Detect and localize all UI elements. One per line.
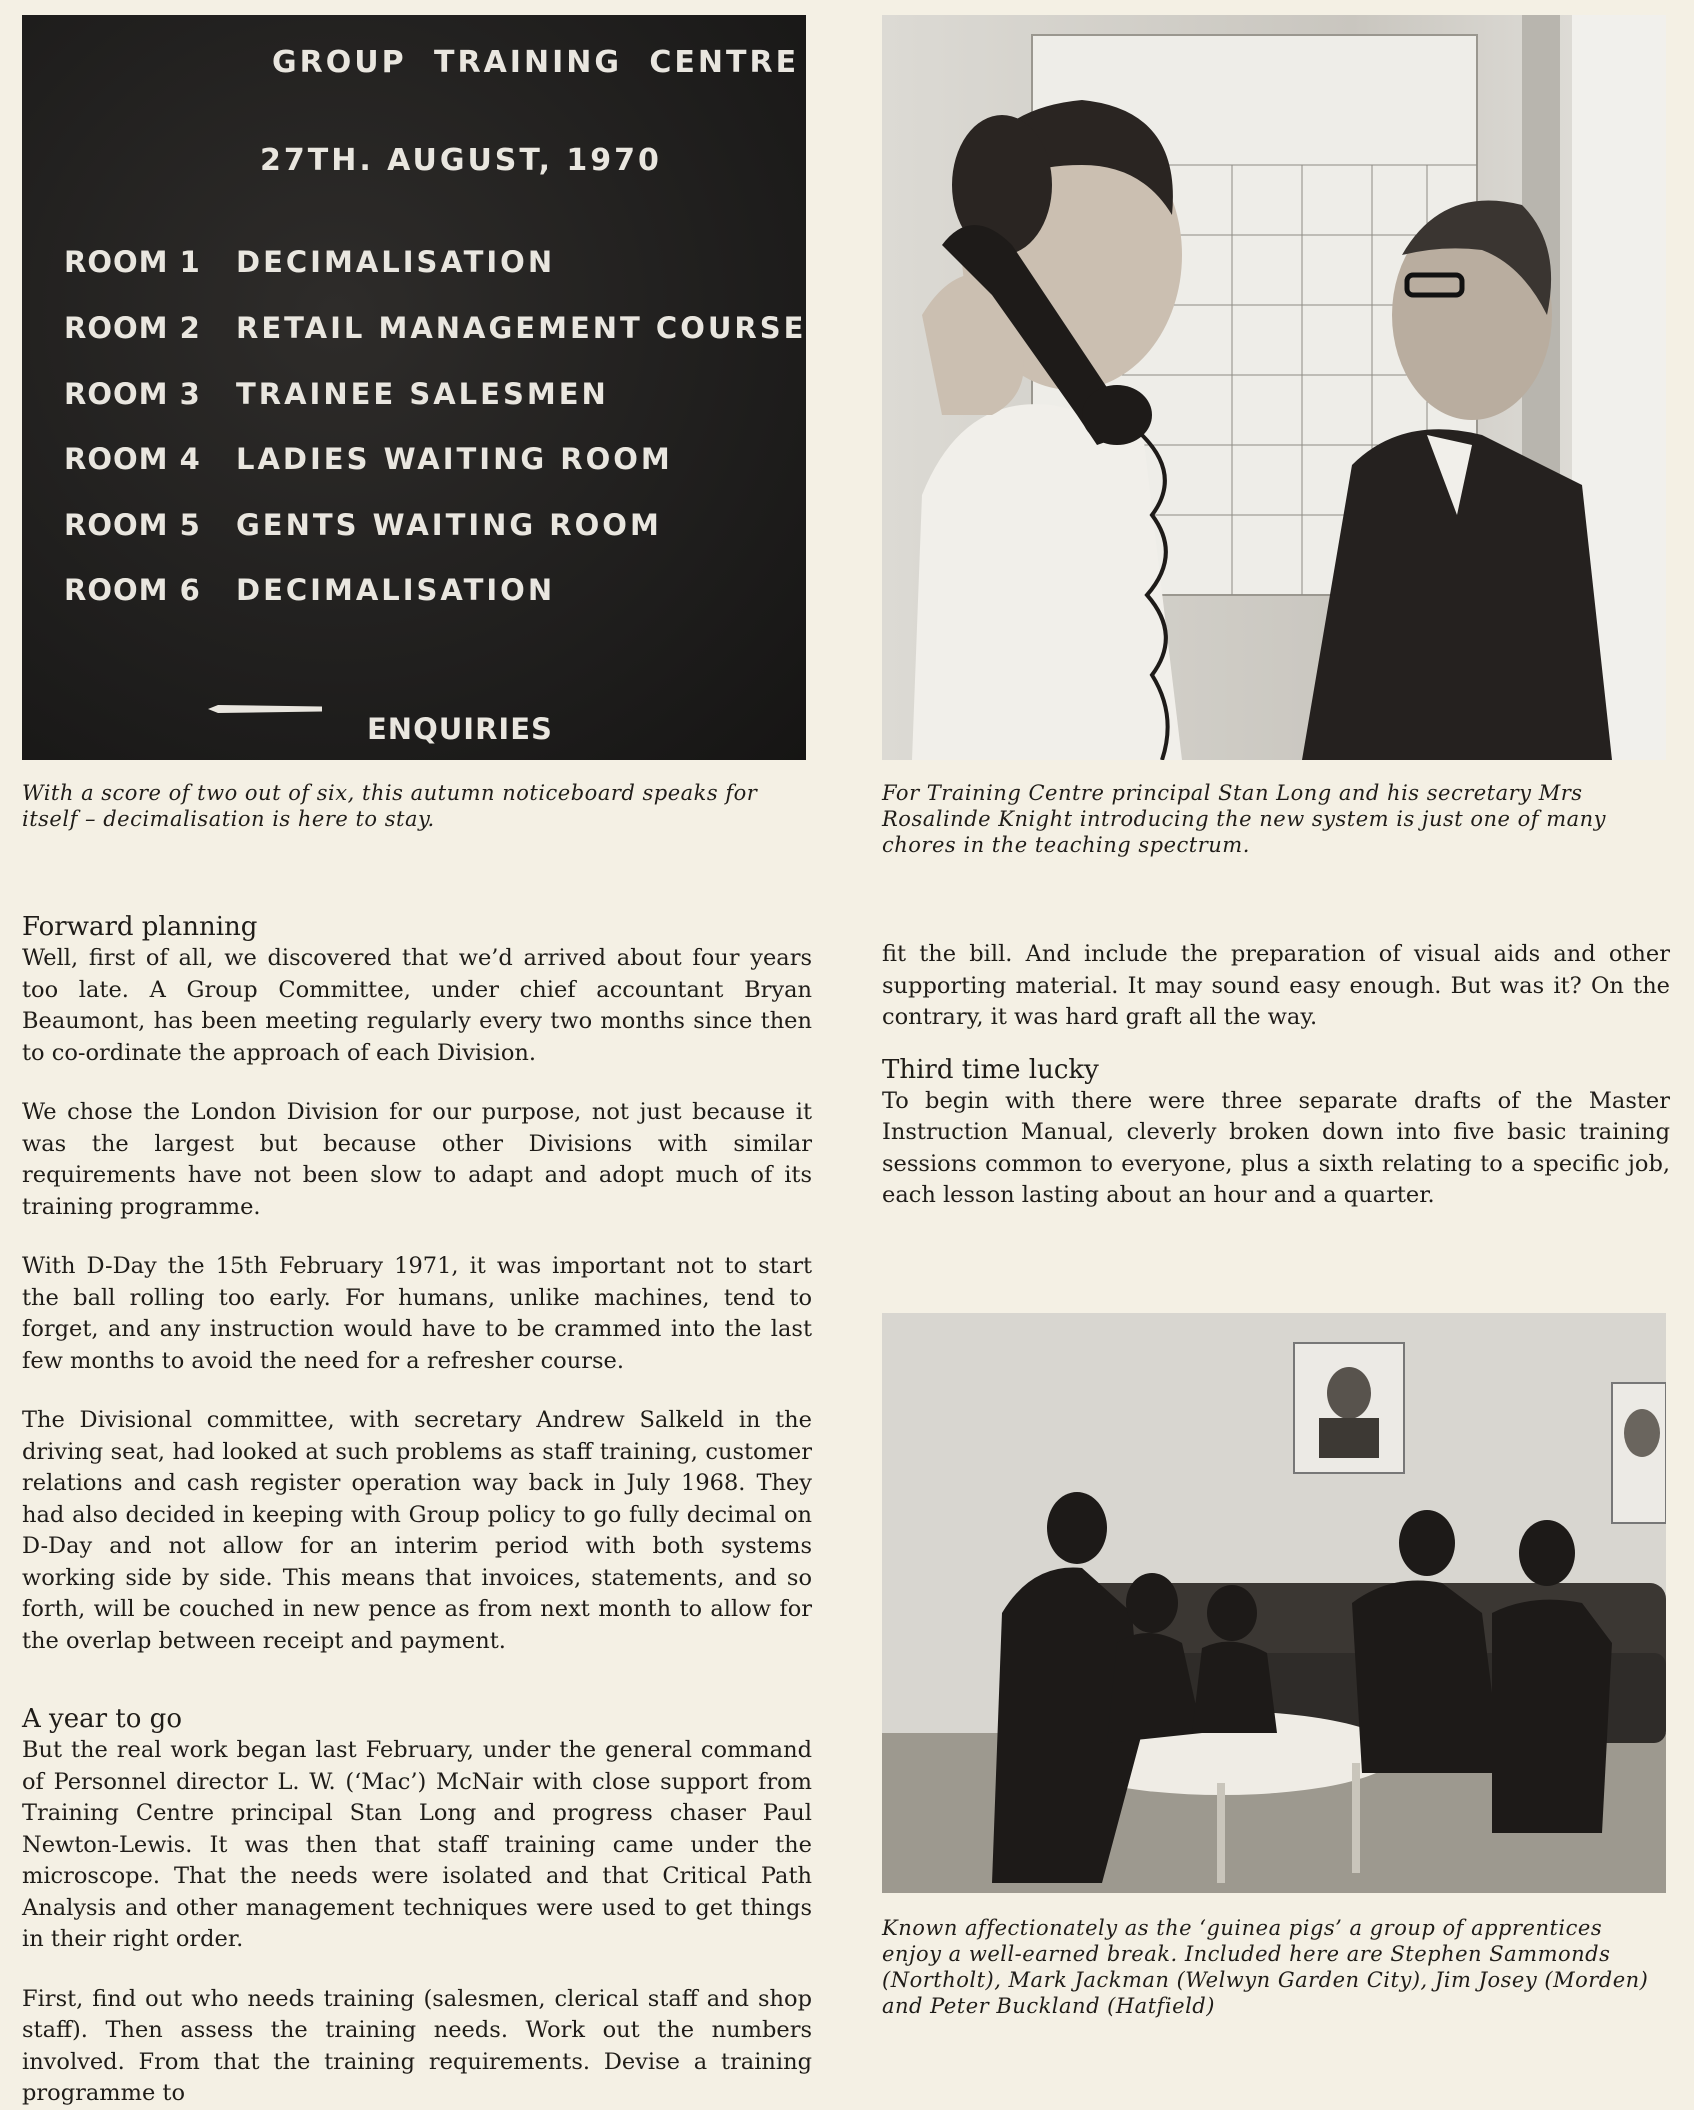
framed-portrait — [1612, 1383, 1666, 1523]
section-heading: Forward planning — [22, 912, 258, 942]
article-right-column — [882, 939, 1670, 1212]
room-label: ROOM 5 — [64, 508, 201, 542]
arrow-left-icon — [208, 705, 322, 713]
framed-portrait — [1294, 1343, 1404, 1473]
room-label: ROOM 3 — [64, 377, 201, 411]
enquiries-sign: ENQUIRIES — [367, 712, 553, 746]
room-label: ROOM 1 — [64, 245, 201, 279]
telephone-photo — [882, 15, 1666, 760]
apprentices-caption: Known affectionately as the ‘guinea pigs’ a group of apprentices enjoy a well-earned break. Included here are Stephen Sammonds (Northolt), Mark Jackman (Welwyn Garden City), Jim Josey (Morden) and Peter Buckland (Hatfield) — [882, 1916, 1649, 2018]
article-left-column — [22, 911, 812, 2110]
room-subject: TRAINEE SALESMEN — [236, 377, 609, 411]
section-heading: A year to go — [22, 1704, 182, 1734]
paragraph: With D-Day the 15th February 1971, it was important not to start the ball rolling too early. For humans, unlike machines, tend to forget, and any instruction would have to be crammed into the last few months to avoid the need for a refresher course. — [22, 1253, 812, 1374]
room-subject: GENTS WAITING ROOM — [236, 508, 662, 542]
section-heading: Third time lucky — [882, 1054, 1099, 1085]
telephone-caption: For Training Centre principal Stan Long and his secretary Mrs Rosalinde Knight introducing the new system is just one of many chores in the teaching spectrum. — [882, 781, 1607, 857]
apprentices-photo — [882, 1313, 1666, 1893]
paragraph: fit the bill. And include the preparation of visual aids and other supporting material. It may sound easy enough. But was it? On the contrary, it was hard graft all the way. — [882, 941, 1670, 1030]
room-subject: DECIMALISATION — [236, 245, 556, 279]
room-label: ROOM 6 — [64, 573, 201, 607]
paragraph: We chose the London Division for our purpose, not just because it was the largest but because other Divisions with similar requirements have not been slow to adapt and adopt much of its training programme. — [22, 1099, 812, 1220]
room-subject: DECIMALISATION — [236, 573, 556, 607]
paragraph: To begin with there were three separate drafts of the Master Instruction Manual, cleverly broken down into five basic training sessions common to everyone, plus a sixth relating to a specific job, each lesson lasting about an hour and a quarter. — [882, 1087, 1670, 1208]
room-subject: RETAIL MANAGEMENT COURSE — [236, 311, 807, 345]
paragraph: The Divisional committee, with secretary Andrew Salkeld in the driving seat, had looked at such problems as staff training, customer relations and cash register operation way back in July 1968. They had also decided in keeping with Group policy to go fully decimal on D-Day and not allow for an interim period with both systems working side by side. This means that invoices, statements, and so forth, will be couched in new pence as from next month to allow for the overlap between receipt and payment. — [22, 1407, 812, 1654]
room-subject: LADIES WAITING ROOM — [236, 442, 673, 476]
noticeboard-photo — [22, 15, 806, 760]
paragraph: But the real work began last February, under the general command of Personnel director L. W. (‘Mac’) McNair with close support from Training Centre principal Stan Long and progress chaser Paul Newton-Lewis. It was then that staff training came under the microscope. That the needs were isolated and that Critical Path Analysis and other management techniques were used to get things in their right order. — [22, 1737, 812, 1952]
room-label: ROOM 4 — [64, 442, 201, 476]
paragraph: First, find out who needs training (salesmen, clerical staff and shop staff). Then assess the training needs. Work out the numbers involved. From that the training requirements. Devise a training programme to — [22, 1985, 812, 2106]
paragraph: Well, first of all, we discovered that we’d arrived about four years too late. A Group Committee, under chief accountant Bryan Beaumont, has been meeting regularly every two months since then to co-ordinate the approach of each Division. — [22, 945, 812, 1066]
noticeboard-title: GROUP TRAINING CENTRE — [272, 45, 800, 80]
room-label: ROOM 2 — [64, 311, 201, 345]
noticeboard-date: 27TH. AUGUST, 1970 — [260, 143, 662, 178]
noticeboard-caption: With a score of two out of six, this autumn noticeboard speaks for itself – decimalisation is here to stay. — [22, 781, 758, 831]
